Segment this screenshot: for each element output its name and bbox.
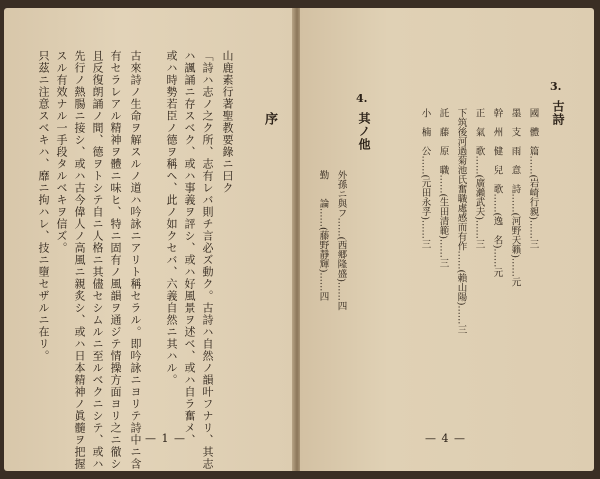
toc-entry: 下筑後河過菊池氏奮職處感而有作……(賴山陽)……三 bbox=[455, 108, 467, 334]
preface-line: 有セラレアル精神ヲ體ニ味ヒ、特ニ固有ノ風韻ヲ通ジテ情操方面ヨリ之ニ徹シ bbox=[109, 50, 122, 470]
toc-entry: 國 體 篇……(岩崎行親)……三 bbox=[527, 108, 539, 249]
toc-entry: 幹 州 健 兒 歌……(逸 名)……元 bbox=[491, 108, 503, 277]
chapter-title-4: 其ノ他 bbox=[357, 112, 371, 151]
toc-entry: 外孫ニ與フ……(西郷隆盛)……四 bbox=[335, 170, 347, 311]
preface-line: 古來詩ノ生命ヲ解スルノ道ハ吟詠ニアリト稱セラル。即吟詠ニヨリテ詩中ニ含 bbox=[129, 50, 142, 470]
preface-line: 「詩ハ志ノ之ク所、志有レバ則チ言必ズ動ク。古詩ハ自然ノ韻叶フナリ、其志 bbox=[201, 50, 214, 470]
chapter-number-3: 3. bbox=[550, 80, 562, 93]
toc-entry: 小 楠 公……(元田永孚)……三 bbox=[419, 108, 431, 249]
page-number-left: — 1 — bbox=[145, 432, 186, 445]
preface-line: 或ハ時勢若臣ノ德ヲ稱ヘ、此ノ如クセバ、六義自然ニ其ハル。 bbox=[165, 50, 178, 386]
preface-line: スル有效ナル一手段タルベキヲ信ズ。 bbox=[55, 50, 68, 254]
chapter-title-3: 古詩 bbox=[551, 100, 565, 126]
toc-entry: 正 氣 歌……(廣瀨武夫)……三 bbox=[473, 108, 485, 249]
page-number-right: — 4 — bbox=[425, 432, 466, 445]
section-title: 序 bbox=[262, 112, 277, 126]
preface-line: 只茲ニ注意スベキハ、靡ニ拘ハレ、技ニ墮セザルニ在リ。 bbox=[37, 50, 50, 362]
toc-entry: 墨 支 雨 意 詩……(河野天籟)……元 bbox=[509, 108, 521, 287]
toc-entry: 託 藤 原 職……(生田清範)……三 bbox=[437, 108, 449, 268]
preface-line: 山鹿素行著聖教要錄ニ曰ク bbox=[221, 50, 234, 194]
preface-line: 且反復朗誦ノ間、德ヲトシテ自ニ人格ニ其儘セシムルニ至ルベクニシテ、或ハ bbox=[91, 50, 104, 470]
toc-entry: 勤 論……(藤野靜輝)……四 bbox=[317, 170, 329, 301]
chapter-number-4: 4. bbox=[356, 92, 368, 105]
preface-line: 先行ノ熱腸ニ接シ、或ハ古今偉人ノ高風ニ親炙シ、或ハ日本精神ノ眞髓ヲ把握 bbox=[73, 50, 86, 470]
preface-line: ハ諷誦ニ存スベク、或ハ事義ヲ評シ、或ハ好風景ヲ述ベ、或ハ自ラ奮メ、 bbox=[183, 50, 196, 446]
